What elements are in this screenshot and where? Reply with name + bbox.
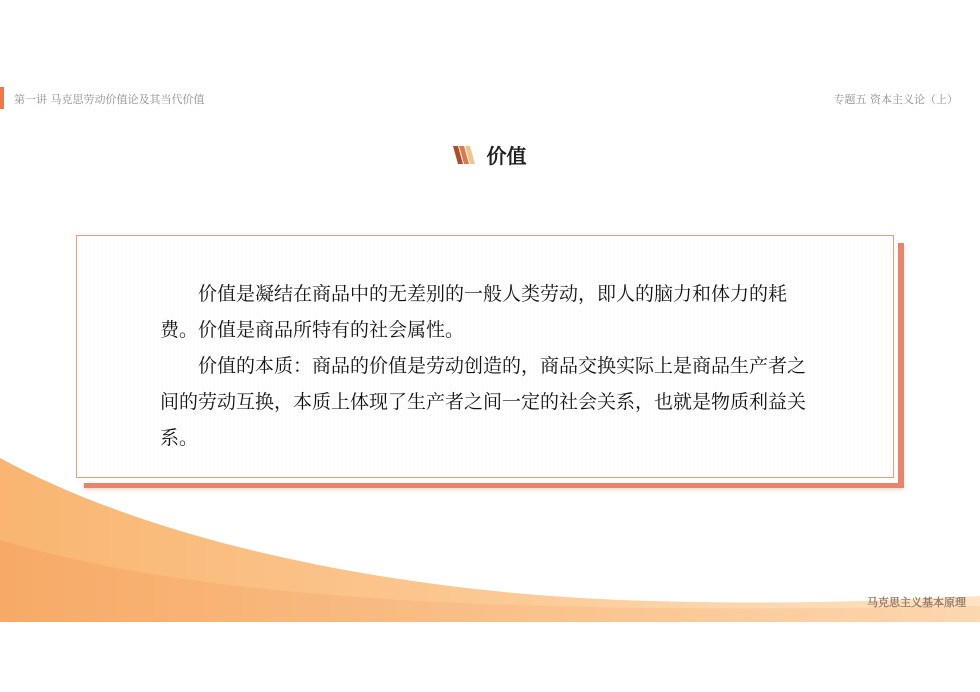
striped-parallelogram-icon [453, 144, 477, 166]
page-title: 价值 [486, 144, 527, 168]
lecture-title: 第一讲 马克思劳动价值论及其当代价值 [14, 93, 205, 106]
card-text [160, 276, 824, 456]
page-title-group [0, 140, 980, 169]
header-accent-bar [0, 87, 4, 109]
essence-paragraph: 价值的本质：商品的价值是劳动创造的，商品交换实际上是商品生产者之间的劳动互换，本质上体现了生产者之间一定的社会关系，也就是物质利益关系。 [160, 355, 807, 449]
blank-area [0, 622, 980, 692]
course-name: 马克思主义基本原理 [867, 596, 966, 609]
definition-paragraph: 价值是凝结在商品中的无差别的一般人类劳动，即人的脑力和体力的耗费。价值是商品所特有的社会属性。 [160, 283, 788, 341]
topic-title: 专题五 资本主义论（上） [833, 93, 958, 106]
